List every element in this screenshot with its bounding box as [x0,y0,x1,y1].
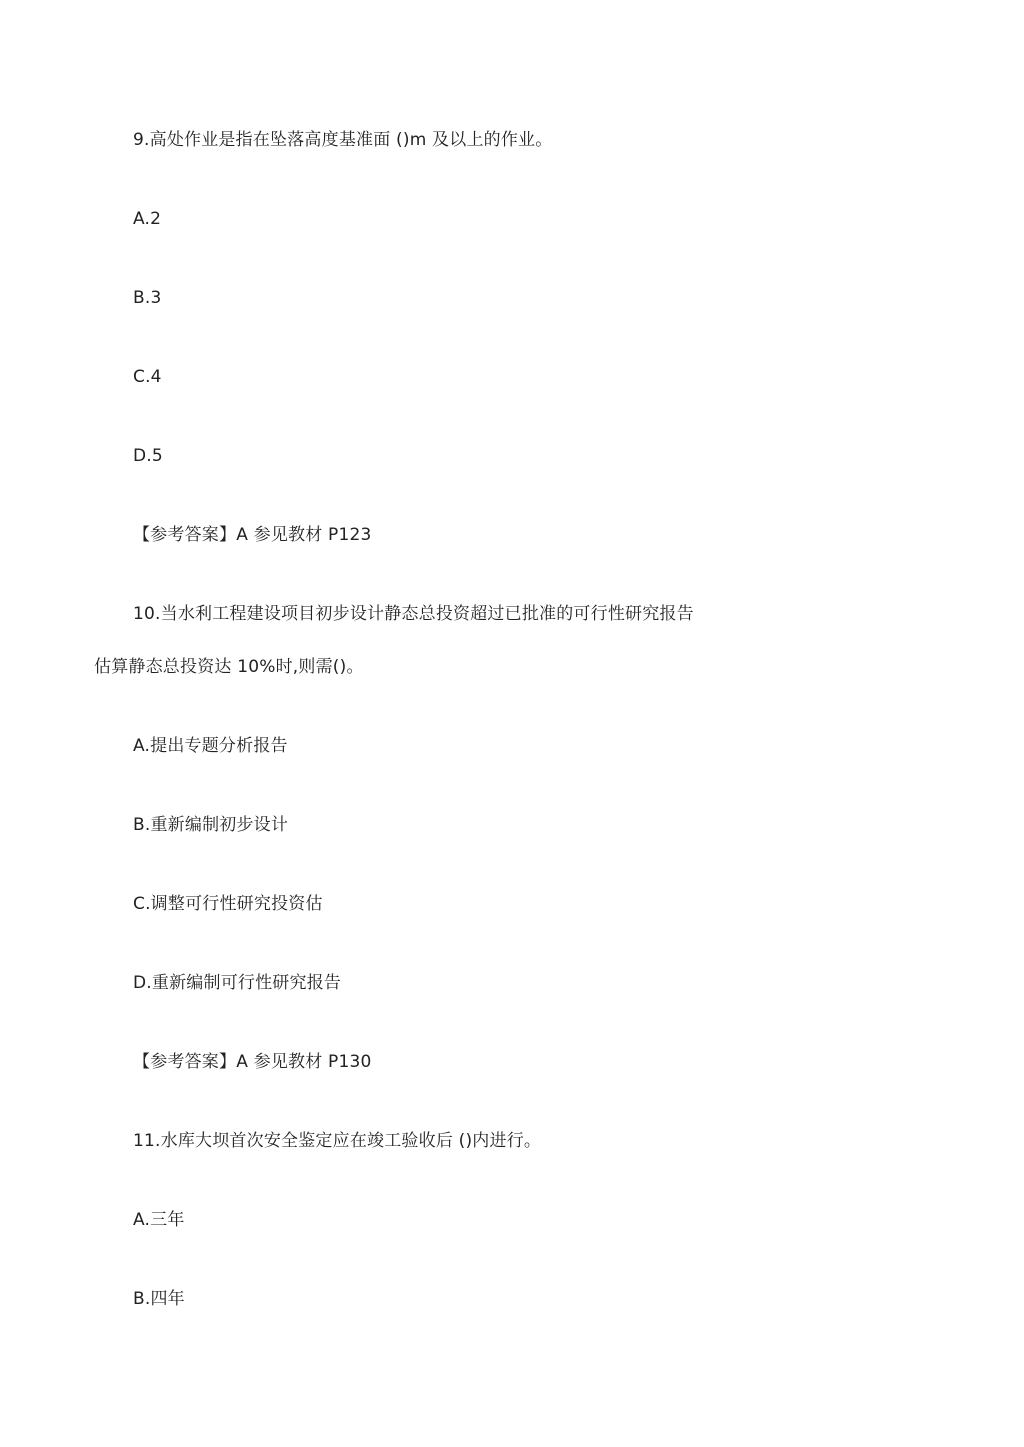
question-11-stem: 11.水库大坝首次安全鉴定应在竣工验收后 ()内进行。 [133,1131,542,1151]
question-10-option-a: A.提出专题分析报告 [133,736,288,756]
question-9-option-d: D.5 [133,446,163,466]
question-10-option-c: C.调整可行性研究投资估 [133,894,323,914]
question-10-answer: 【参考答案】A 参见教材 P130 [133,1052,372,1072]
question-10-stem-line2: 估算静态总投资达 10%时,则需()。 [94,657,364,677]
question-10-option-d: D.重新编制可行性研究报告 [133,973,342,993]
question-10-option-b: B.重新编制初步设计 [133,815,289,835]
question-10-stem-line1: 10.当水利工程建设项目初步设计静态总投资超过已批准的可行性研究报告 [133,604,694,624]
question-9-stem: 9.高处作业是指在坠落高度基准面 ()m 及以上的作业。 [133,130,553,150]
question-9-option-b: B.3 [133,288,162,308]
question-11-option-a: A.三年 [133,1210,185,1230]
question-9-answer: 【参考答案】A 参见教材 P123 [133,525,372,545]
question-9-option-a: A.2 [133,209,162,229]
question-9-option-c: C.4 [133,367,162,387]
question-11-option-b: B.四年 [133,1289,185,1309]
